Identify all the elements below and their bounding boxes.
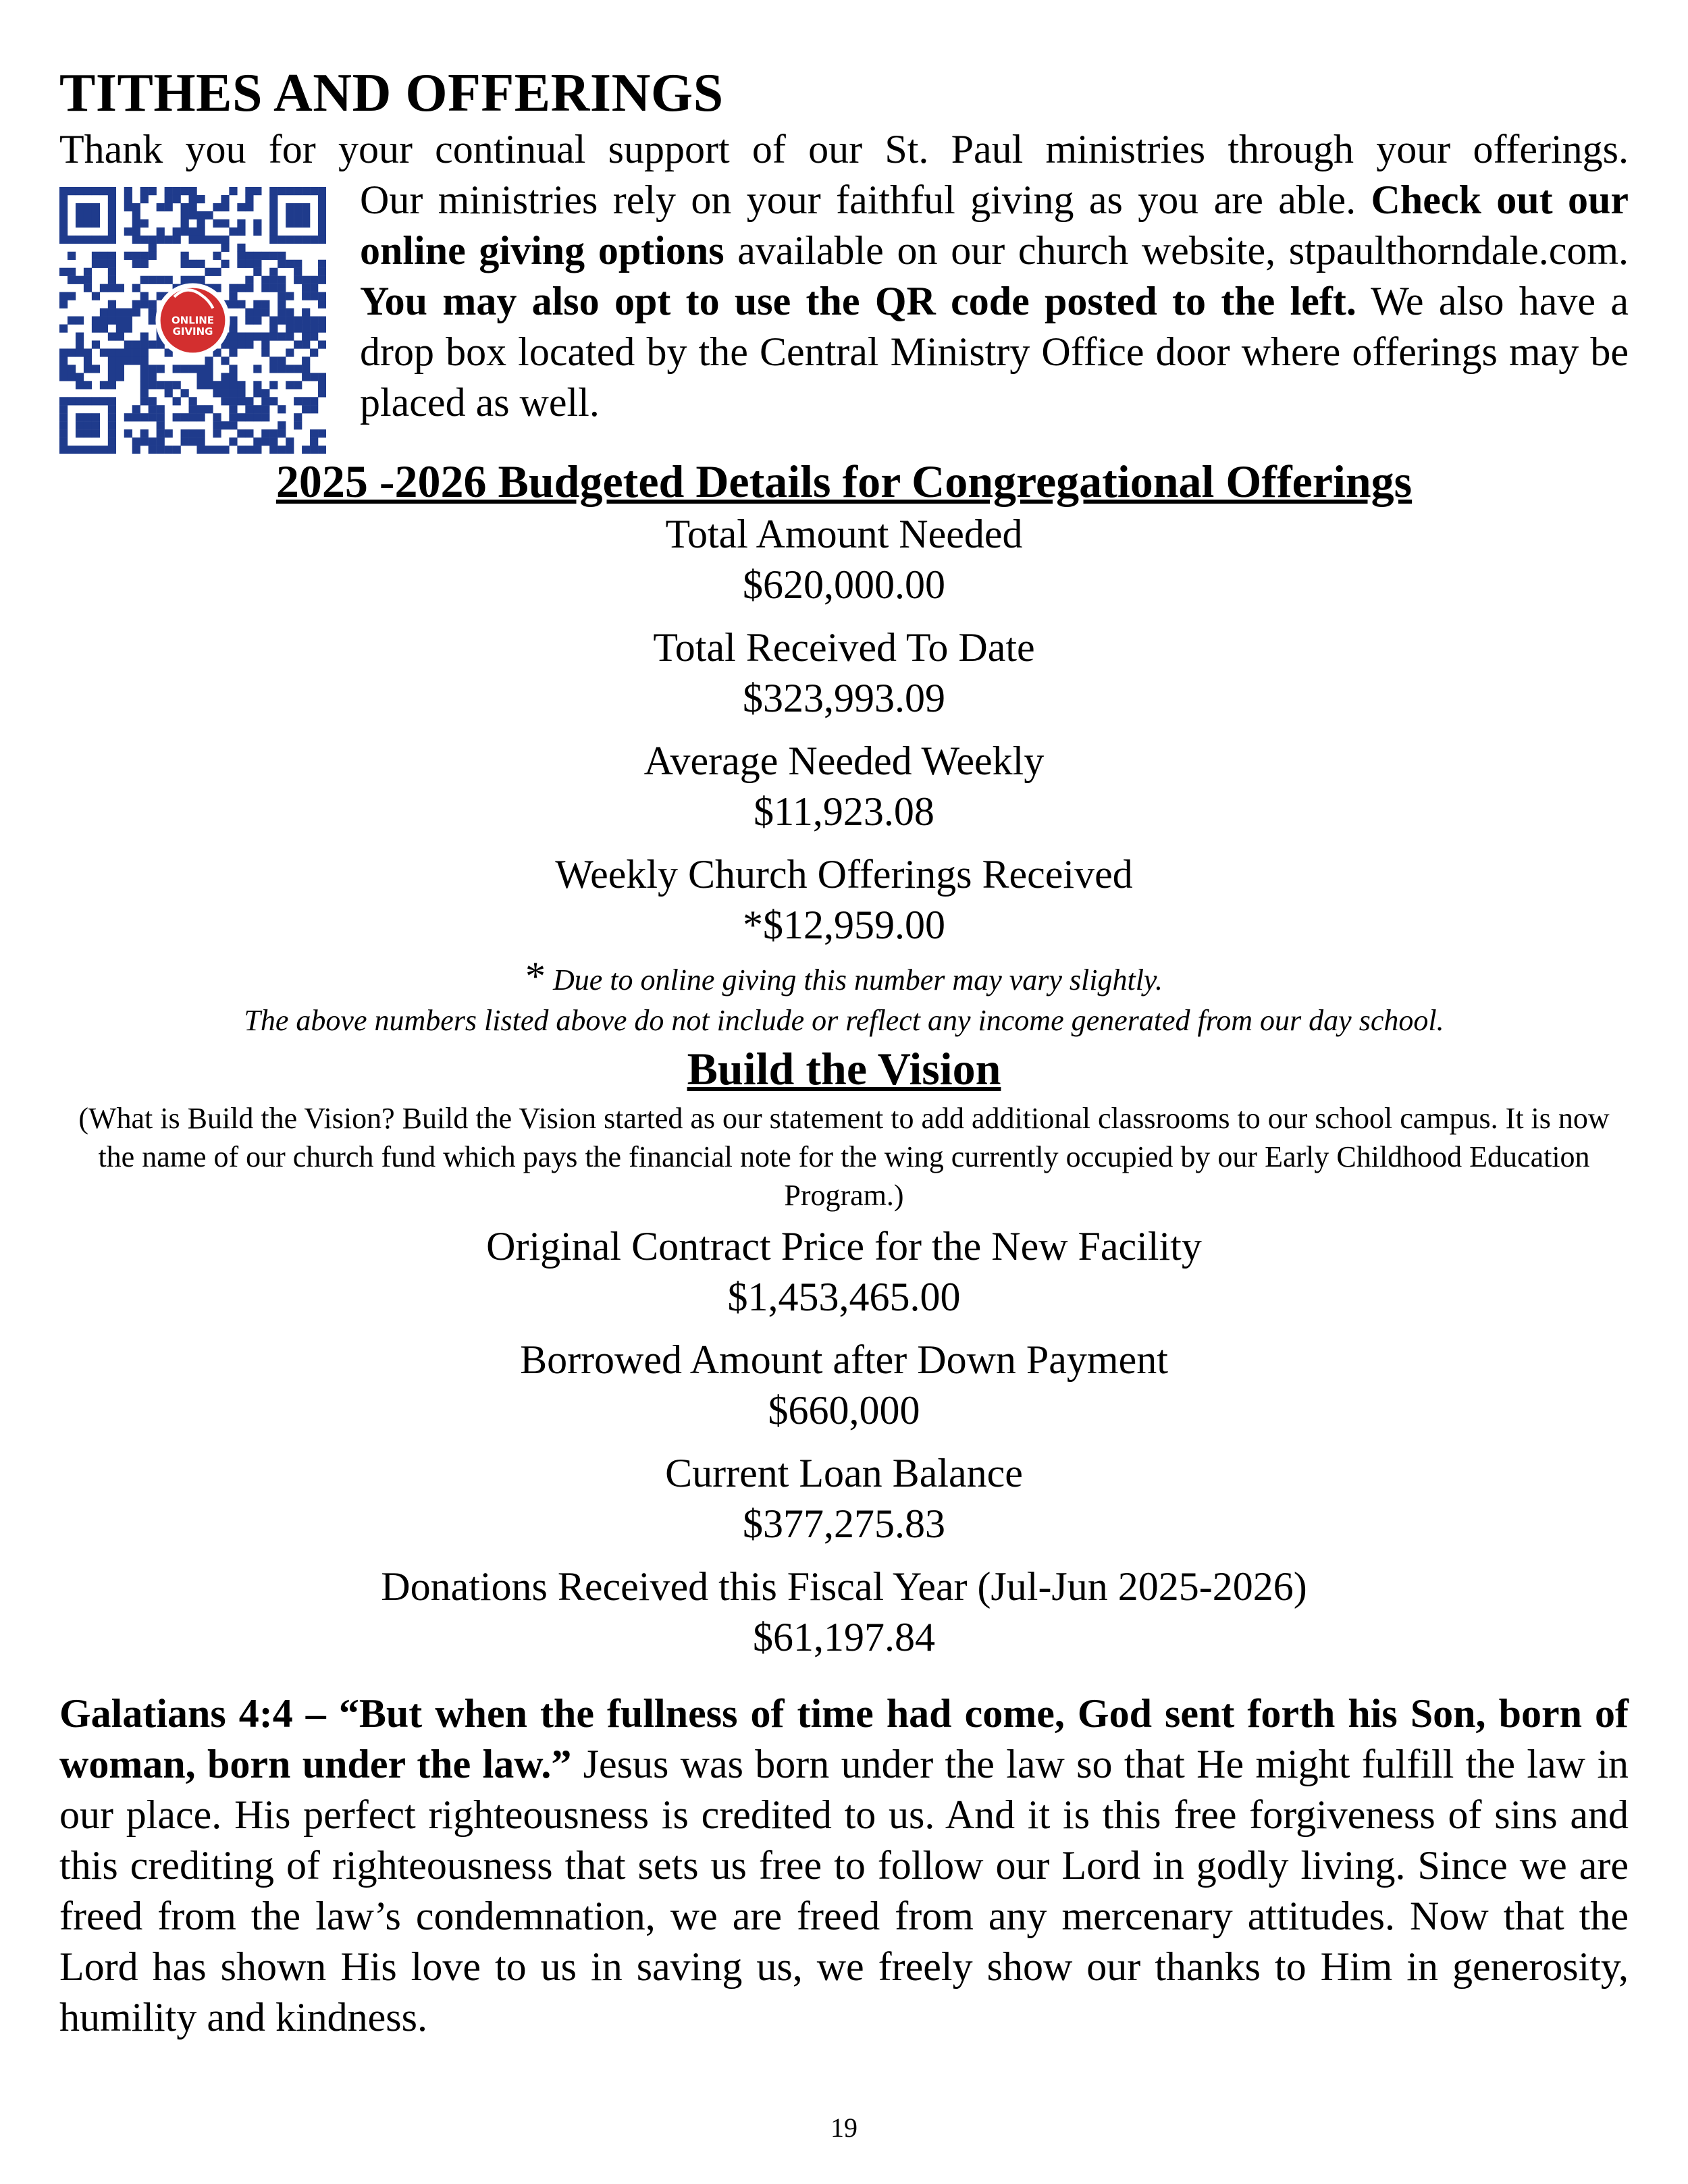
page-title: TITHES AND OFFERINGS [59,63,724,123]
note-online-variance: Due to online giving this number may vary slightly. [552,963,1163,996]
scripture-quote: Galatians 4:4 – “But when the fullness of time had come, God sent forth his Son, born of woman, born under the law.” [59,1691,1629,1786]
scripture-reflection: Jesus was born under the law so that He might fulfill the law in our place. His perfect righteousness is credited to us. And it is this free forgiveness of sins and this crediting of righteousness that sets us free to follow our Lord in godly living. Since we are freed from the law’s condemnation, we are freed from any mercenary attitudes. Now that the Lord has shown His love to us in saving us, we freely show our thanks to Him in generosity, humility and kindness. [59,1742,1629,2040]
budget-item-total-needed [59,509,1629,610]
budget-label: Total Received To Date [653,625,1035,670]
scripture-paragraph [59,1688,1629,2043]
note-day-school: The above numbers listed above do not include or reflect any income generated from our day school. [244,1004,1444,1037]
budget-value: $11,923.08 [754,789,934,834]
page-number: 19 [830,2112,858,2143]
budget-list [59,509,1629,951]
badge-label-online: ONLINE [171,314,215,327]
asterisk: * [525,954,546,998]
vision-value: $377,275.83 [743,1501,945,1546]
budget-value: *$12,959.00 [743,903,945,947]
intro-text-c: We also have a drop box located by the Central Ministry Office door where offerings may be placed as well. [360,279,1629,425]
vision-item-loan-balance [59,1448,1629,1549]
vision-list [59,1221,1629,1663]
budget-item-weekly-received [59,849,1629,951]
vision-description: (What is Build the Vision? Build the Vision started as our statement to add additional classrooms to our school campus. It is now the name of our church fund which pays the financial note for the wing currently occupied by our Early Childhood Education Program.) [78,1102,1610,1212]
intro-paragraph [360,175,1629,428]
vision-value: $61,197.84 [753,1615,935,1659]
budget-heading: 2025 -2026 Budgeted Details for Congregational Offerings [275,456,1413,507]
vision-label: Current Loan Balance [665,1451,1023,1495]
budget-value: $323,993.09 [743,676,945,720]
qr-code-icon [59,187,326,454]
vision-value: $660,000 [768,1388,920,1433]
budget-label: Average Needed Weekly [643,739,1045,783]
budget-value: $620,000.00 [743,562,945,607]
vision-label: Borrowed Amount after Down Payment [520,1337,1168,1382]
online-giving-qr-code[interactable] [59,187,326,454]
intro-text-b: available on our church website, stpaulthorndale.com. [724,228,1629,273]
vision-heading: Build the Vision [687,1043,1001,1094]
vision-item-contract-price [59,1221,1629,1323]
online-giving-callout: Check out our online giving options [360,178,1629,273]
intro-text-a: Our ministries rely on your faithful giving as you are able. [360,178,1371,222]
vision-value: $1,453,465.00 [727,1275,961,1319]
vision-label: Original Contract Price for the New Facility [486,1224,1202,1269]
budget-notes [59,956,1629,1041]
vision-item-donations [59,1562,1629,1663]
budget-label: Total Amount Needed [665,512,1023,556]
vision-label: Donations Received this Fiscal Year (Jul-Jun 2025-2026) [381,1564,1307,1609]
qr-callout: You may also opt to use the QR code posted to the left. [360,279,1356,323]
budget-item-received [59,622,1629,724]
budget-item-weekly-needed [59,736,1629,837]
qr-section [59,175,1629,454]
budget-label: Weekly Church Offerings Received [555,852,1133,897]
badge-label-giving: GIVING [172,325,213,338]
vision-item-borrowed [59,1335,1629,1436]
intro-first-line: Thank you for your continual support of our St. Paul ministries through your offerings. [59,127,1629,171]
